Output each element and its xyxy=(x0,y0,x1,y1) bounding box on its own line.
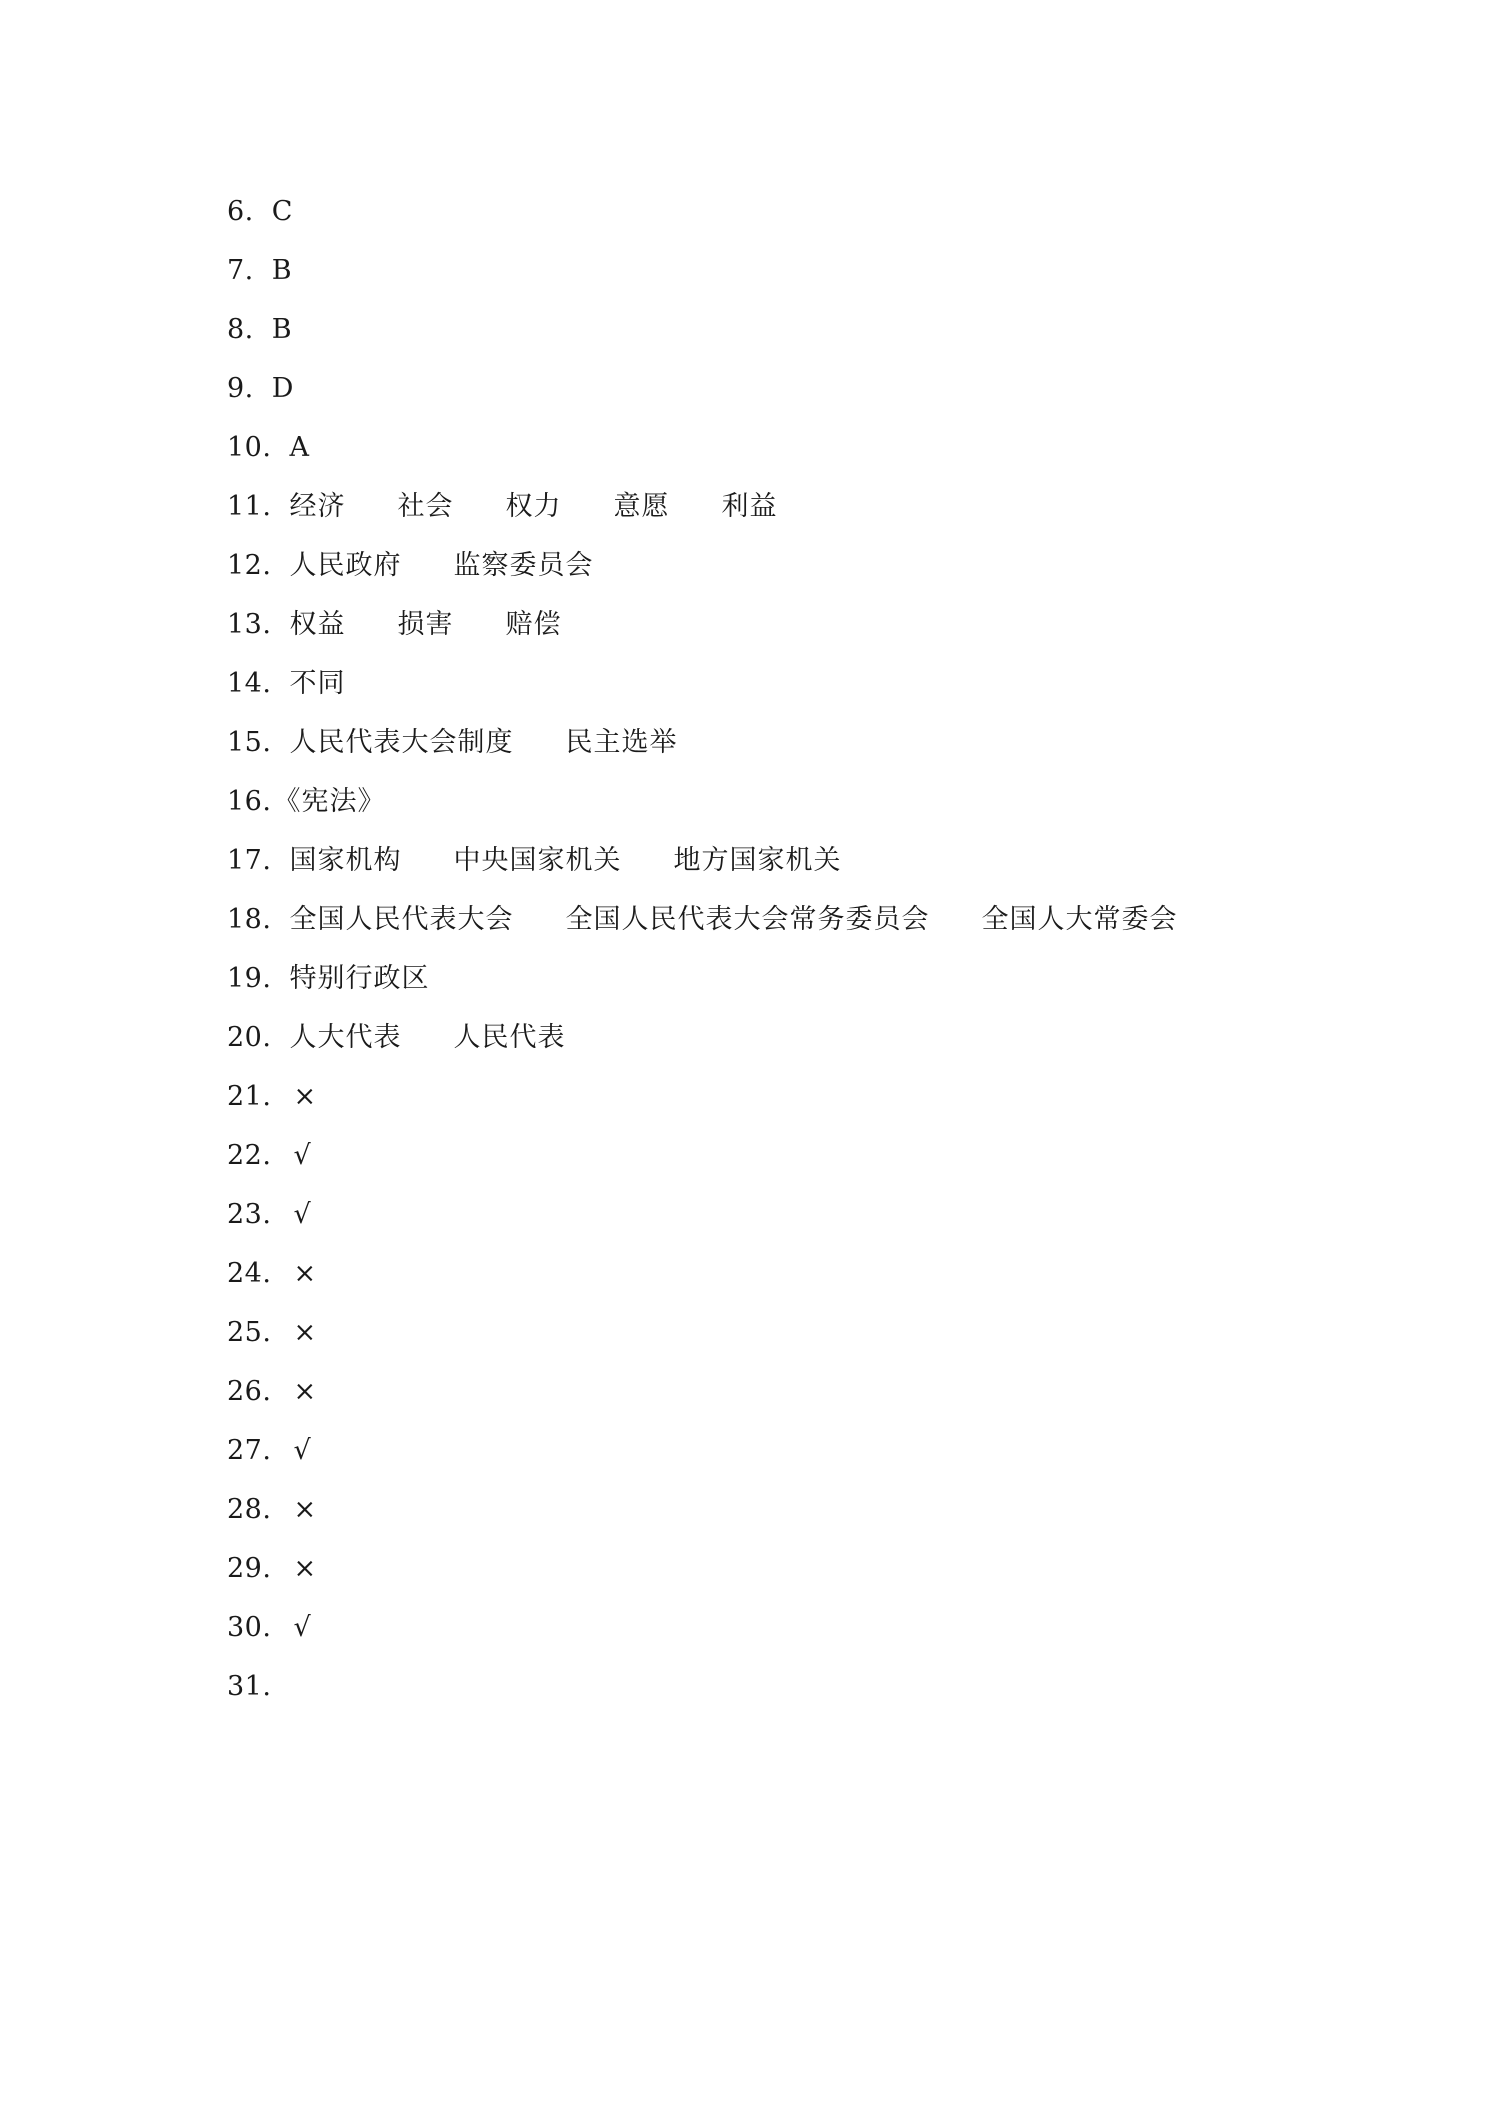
answer-text: B xyxy=(271,314,293,345)
answer-number: 17. xyxy=(227,845,272,876)
answer-text: 中央国家机关 xyxy=(453,845,622,876)
answer-text: D xyxy=(271,373,295,404)
answer-number: 7. xyxy=(227,255,254,286)
answer-text: √ xyxy=(293,1140,312,1171)
answer-line xyxy=(227,1427,1177,1486)
answer-text: C xyxy=(271,196,294,227)
answer-number: 11. xyxy=(227,491,272,522)
answer-text: 人大代表 xyxy=(289,1022,402,1053)
answer-line xyxy=(227,1250,1177,1309)
answer-number: 26. xyxy=(227,1376,272,1407)
answer-number: 25. xyxy=(227,1317,272,1348)
answer-text: A xyxy=(289,432,310,463)
answer-number: 29. xyxy=(227,1553,272,1584)
answer-line xyxy=(227,424,1177,483)
answer-text: 全国人民代表大会常务委员会 xyxy=(565,904,930,935)
answer-text: 社会 xyxy=(397,491,454,522)
answer-line xyxy=(227,1368,1177,1427)
answer-text: 权力 xyxy=(505,491,562,522)
answer-text: × xyxy=(293,1494,318,1525)
answer-number: 8. xyxy=(227,314,254,345)
answer-text: B xyxy=(271,255,293,286)
answer-line xyxy=(227,1014,1177,1073)
answer-line xyxy=(227,247,1177,306)
answer-number: 6. xyxy=(227,196,254,227)
answer-line xyxy=(227,1132,1177,1191)
answer-number: 15. xyxy=(227,727,272,758)
answer-line xyxy=(227,955,1177,1014)
answer-text: 人民代表 xyxy=(453,1022,566,1053)
answer-line xyxy=(227,1309,1177,1368)
answer-text: × xyxy=(293,1081,318,1112)
answer-line xyxy=(227,1191,1177,1250)
answer-text: 国家机构 xyxy=(289,845,402,876)
answer-text: 权益 xyxy=(289,609,346,640)
answer-text: 监察委员会 xyxy=(453,550,594,581)
answer-line xyxy=(227,1663,1177,1722)
answer-text: √ xyxy=(293,1199,312,1230)
answer-number: 18. xyxy=(227,904,272,935)
answer-number: 22. xyxy=(227,1140,272,1171)
answer-text: × xyxy=(293,1376,318,1407)
answer-text: 全国人民代表大会 xyxy=(289,904,514,935)
answer-number: 13. xyxy=(227,609,272,640)
answer-text: √ xyxy=(293,1435,312,1466)
answer-line xyxy=(227,660,1177,719)
answer-number: 10. xyxy=(227,432,272,463)
answer-line xyxy=(227,483,1177,542)
answer-line xyxy=(227,188,1177,247)
answer-number: 12. xyxy=(227,550,272,581)
answer-line xyxy=(227,1545,1177,1604)
answer-list xyxy=(227,188,1177,1722)
answer-line xyxy=(227,1604,1177,1663)
answer-text: 《宪法》 xyxy=(273,786,386,817)
answer-number: 16. xyxy=(227,786,272,817)
answer-number: 30. xyxy=(227,1612,272,1643)
answer-line xyxy=(227,306,1177,365)
answer-number: 21. xyxy=(227,1081,272,1112)
answer-number: 27. xyxy=(227,1435,272,1466)
answer-line xyxy=(227,365,1177,424)
answer-text: 损害 xyxy=(397,609,454,640)
answer-text: 民主选举 xyxy=(565,727,678,758)
answer-number: 19. xyxy=(227,963,272,994)
answer-line xyxy=(227,778,1177,837)
answer-text: × xyxy=(293,1553,318,1584)
answer-text: × xyxy=(293,1317,318,1348)
answer-line xyxy=(227,1486,1177,1545)
answer-text: 全国人大常委会 xyxy=(981,904,1178,935)
answer-number: 28. xyxy=(227,1494,272,1525)
answer-line xyxy=(227,1073,1177,1132)
answer-number: 20. xyxy=(227,1022,272,1053)
answer-text: 地方国家机关 xyxy=(673,845,842,876)
answer-line xyxy=(227,601,1177,660)
answer-text: 经济 xyxy=(289,491,346,522)
answer-line xyxy=(227,896,1177,955)
answer-text: 赔偿 xyxy=(505,609,562,640)
answer-number: 23. xyxy=(227,1199,272,1230)
answer-line xyxy=(227,719,1177,778)
answer-text: 人民政府 xyxy=(289,550,402,581)
answer-line xyxy=(227,542,1177,601)
answer-text: × xyxy=(293,1258,318,1289)
answer-number: 9. xyxy=(227,373,254,404)
answer-line xyxy=(227,837,1177,896)
answer-number: 24. xyxy=(227,1258,272,1289)
answer-text: 意愿 xyxy=(613,491,670,522)
answer-text: √ xyxy=(293,1612,312,1643)
answer-text: 人民代表大会制度 xyxy=(289,727,514,758)
answer-text: 特别行政区 xyxy=(289,963,430,994)
answer-text: 不同 xyxy=(289,668,346,699)
answer-number: 31. xyxy=(227,1671,272,1702)
answer-text: 利益 xyxy=(721,491,778,522)
answer-number: 14. xyxy=(227,668,272,699)
